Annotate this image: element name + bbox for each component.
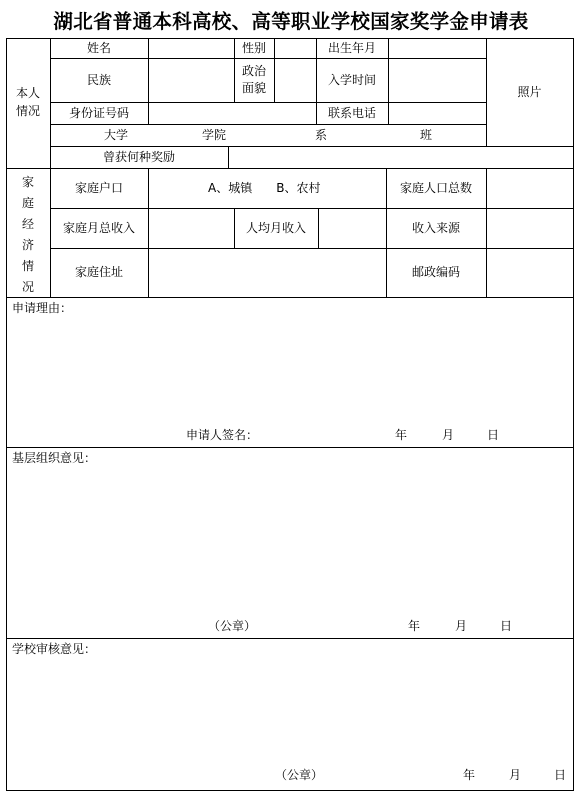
photo-label: 照片: [517, 85, 542, 99]
enroll-time-label: 入学时间: [327, 73, 376, 87]
col-line: [388, 38, 389, 124]
id-number-label: 身份证号码: [68, 106, 129, 120]
personal-section-line-1: 本人: [15, 86, 40, 100]
border-top: [6, 38, 574, 39]
section-line: [6, 297, 574, 298]
section-line: [6, 638, 574, 639]
family-section-char: 经: [21, 217, 34, 231]
family-section-char: 况: [21, 280, 34, 294]
family-section-label: [19, 172, 37, 298]
row-line: [50, 124, 486, 125]
month-label: 月: [509, 768, 522, 782]
application-reason-label: 申请理由：: [12, 301, 73, 315]
day-label: 日: [554, 768, 567, 782]
col-line: [486, 168, 487, 297]
section-line: [6, 447, 574, 448]
family-section-char: 情: [21, 259, 34, 273]
col-line: [148, 38, 149, 124]
postcode-label: 邮政编码: [411, 265, 460, 279]
school-review-label: 学校审核意见：: [12, 642, 97, 656]
row-line: [50, 102, 486, 103]
year-label: 年: [408, 619, 421, 633]
per-capita-income-label: 人均月收入: [245, 221, 306, 235]
birth-label: 出生年月: [327, 41, 376, 55]
year-label: 年: [395, 428, 408, 442]
university-label: 大学: [104, 128, 129, 142]
gender-label: 性别: [241, 41, 266, 55]
family-section-char: 庭: [21, 196, 34, 210]
col-line: [318, 208, 319, 248]
month-label: 月: [455, 619, 468, 633]
border-right: [573, 38, 574, 791]
section-line: [6, 168, 574, 169]
monthly-income-label: 家庭月总收入: [62, 221, 135, 235]
border-left: [6, 38, 7, 791]
year-label: 年: [463, 768, 476, 782]
family-section-char: 济: [21, 238, 34, 252]
col-line: [148, 168, 149, 297]
form-title: 湖北省普通本科高校、高等职业学校国家奖学金申请表: [53, 10, 529, 33]
college-label: 学院: [202, 128, 227, 142]
ethnicity-label: 民族: [86, 73, 111, 87]
row-line: [50, 248, 574, 249]
personal-section-label: [6, 84, 50, 120]
grassroots-seal-label: （公章）: [208, 619, 257, 633]
department-label: 系: [315, 128, 328, 142]
col-line: [50, 38, 51, 168]
personal-section-line-2: 情况: [15, 104, 40, 118]
income-source-label: 收入来源: [411, 221, 460, 235]
border-bottom: [6, 790, 574, 791]
political-status-label: [234, 63, 274, 97]
hukou-label: 家庭户口: [74, 181, 123, 195]
address-label: 家庭住址: [74, 265, 123, 279]
row-line: [50, 208, 574, 209]
signature-label: 申请人签名：: [186, 428, 259, 442]
hukou-options: A、城镇 B、农村: [208, 181, 321, 195]
family-section-char: 家: [21, 175, 34, 189]
phone-label: 联系电话: [327, 106, 376, 120]
day-label: 日: [487, 428, 500, 442]
row-line: [50, 58, 486, 59]
population-label: 家庭人口总数: [399, 181, 472, 195]
grassroots-opinion-label: 基层组织意见：: [12, 451, 97, 465]
month-label: 月: [442, 428, 455, 442]
name-label: 姓名: [86, 41, 111, 55]
col-line: [228, 146, 229, 168]
day-label: 日: [500, 619, 513, 633]
awards-label: 曾获何种奖励: [102, 150, 175, 164]
political-status-line-2: 面貌: [241, 81, 266, 95]
row-line: [50, 146, 574, 147]
class-label: 班: [420, 128, 433, 142]
school-seal-label: （公章）: [275, 768, 324, 782]
application-form: [6, 38, 574, 791]
col-line: [274, 38, 275, 102]
political-status-line-1: 政治: [241, 64, 266, 78]
